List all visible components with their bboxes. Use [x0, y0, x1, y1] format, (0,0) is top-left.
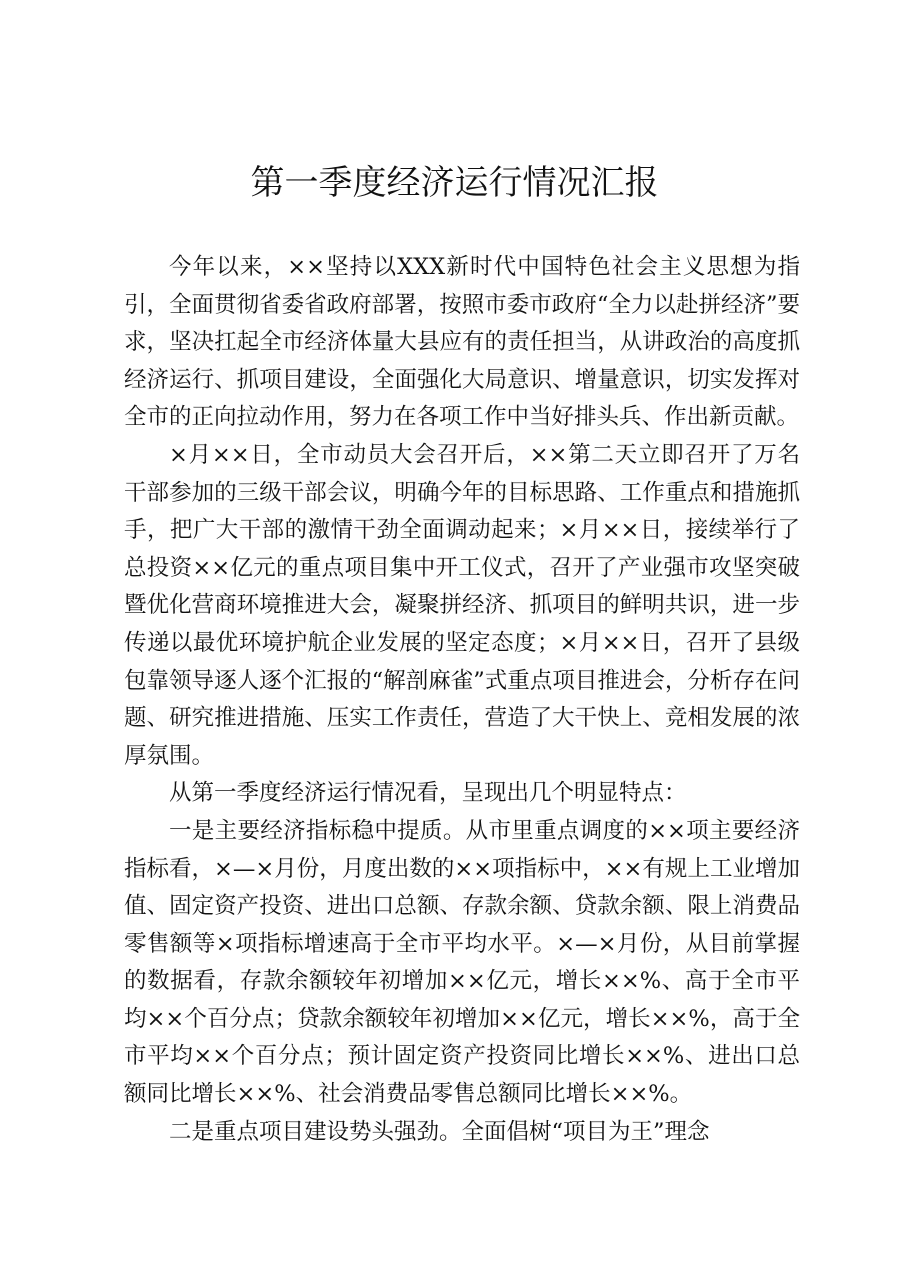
paragraph-projects: 二是重点项目建设势头强劲。全面倡树“项目为王”理念: [169, 1118, 710, 1145]
paragraph-indicators: 一是主要经济指标稳中提质。从市里重点调度的××项主要经济指标看，×—×月份，月度出数的××项指标中，××有规上工业增加值、固定资产投资、进出口总额、存款余额、贷款余额、限上消费品零售额等×项指标增速高于全市平均水平。×—×月份，从目前掌握的数据看，存款余额较年初增加××亿元，增长××%、高于全市平均××个百分点；贷款余额较年初增加××亿元，增长××%，高于全市平均××个百分点；预计固定资产投资同比增长××%、进出口总额同比增长××%、社会消费品零售总额同比增长××%。: [124, 817, 800, 1108]
paragraph-features-lead: 从第一季度经济运行情况看，呈现出几个明显特点：: [169, 780, 687, 807]
document-body: [124, 249, 800, 1151]
paragraph-intro: 今年以来，××坚持以XXX新时代中国特色社会主义思想为指引，全面贯彻省委省政府部署，按照市委市政府“全力以赴拼经济”要求，坚决扛起全市经济体量大县应有的责任担当，从讲政治的高度抓经济运行、抓项目建设，全面强化大局意识、增量意识，切实发挥对全市的正向拉动作用，努力在各项工作中当好排头兵、作出新贡献。: [124, 254, 800, 431]
paragraph-meetings: ×月××日，全市动员大会召开后，××第二天立即召开了万名干部参加的三级干部会议，明确今年的目标思路、工作重点和措施抓手，把广大干部的激情干劲全面调动起来；×月××日，接续举行了总投资××亿元的重点项目集中开工仪式，召开了产业强市攻坚突破暨优化营商环境推进大会，凝聚拼经济、抓项目的鲜明共识，进一步传递以最优环境护航企业发展的坚定态度；×月××日，召开了县级包靠领导逐人逐个汇报的“解剖麻雀”式重点项目推进会，分析存在问题、研究推进措施、压实工作责任，营造了大干快上、竞相发展的浓厚氛围。: [124, 441, 800, 769]
document-title: 第一季度经济运行情况汇报: [250, 163, 659, 203]
